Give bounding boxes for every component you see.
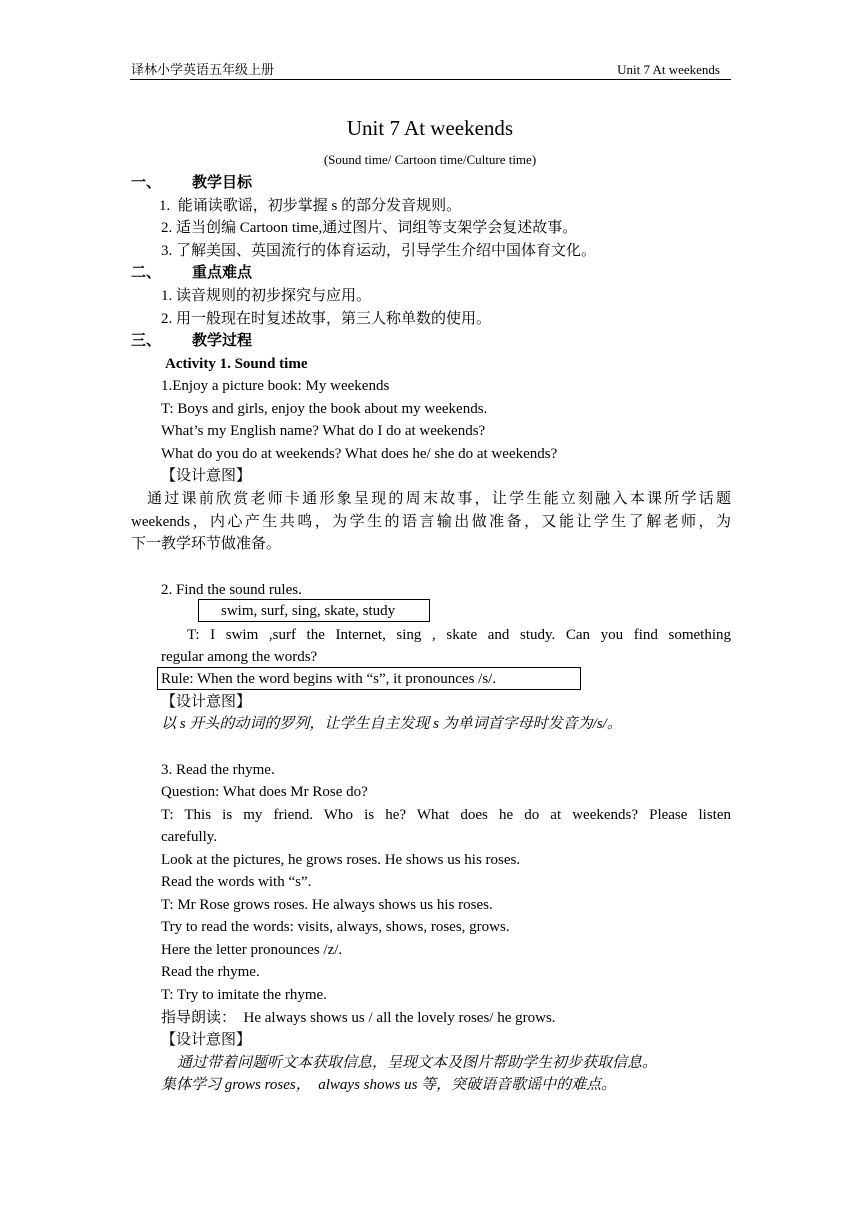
section-3-title: 教学过程 xyxy=(192,333,253,349)
header-rule xyxy=(130,79,731,80)
step-3-question: Question: What does Mr Rose do? xyxy=(161,784,368,800)
step-1-line-2: What’s my English name? What do I do at weekends? xyxy=(161,423,486,439)
section-1-title: 教学目标 xyxy=(192,175,253,191)
step-2-intent-label: 【设计意图】 xyxy=(161,694,252,710)
step-1-line-3: What do you do at weekends? What does he/ she do at weekends? xyxy=(161,446,558,462)
step-1-line-1: T: Boys and girls, enjoy the book about my weekends. xyxy=(161,401,488,417)
keypoint-2: 2. 用一般现在时复述故事，第三人称单数的使用。 xyxy=(161,311,492,327)
section-1-number: 一、 xyxy=(131,175,162,191)
document-title: Unit 7 At weekends xyxy=(346,116,514,140)
step-3-line-6: Read the rhyme. xyxy=(161,964,260,980)
objective-1: 1. 能诵读歌谣，初步掌握 s 的部分发音规则。 xyxy=(159,198,462,214)
step-3-intent-label: 【设计意图】 xyxy=(161,1032,252,1048)
sound-words: swim, surf, sing, skate, study xyxy=(221,603,396,619)
step-3-heading: 3. Read the rhyme. xyxy=(161,762,275,778)
step-3-line-5: Here the letter pronounces /z/. xyxy=(161,942,343,958)
header-left: 译林小学英语五年级上册 xyxy=(131,62,275,77)
step-2-teacher-line-2: regular among the words? xyxy=(161,649,318,665)
objective-2: 2. 适当创编 Cartoon time,通过图片、词组等支架学会复述故事。 xyxy=(161,220,578,236)
sound-rule-box xyxy=(157,667,581,690)
keypoint-1: 1. 读音规则的初步探究与应用。 xyxy=(161,288,372,304)
step-3-line-1: Look at the pictures, he grows roses. He shows us his roses. xyxy=(161,852,521,868)
section-2-title: 重点难点 xyxy=(192,265,253,281)
step-1-heading: 1.Enjoy a picture book: My weekends xyxy=(161,378,390,394)
step-3-line-3: T: Mr Rose grows roses. He always shows us his roses. xyxy=(161,897,493,913)
sound-words-box xyxy=(198,599,430,622)
step-3-teacher-line-2: carefully. xyxy=(161,829,218,845)
step-3-line-7: T: Try to imitate the rhyme. xyxy=(161,987,327,1003)
document-subtitle: (Sound time/ Cartoon time/Culture time) xyxy=(323,152,537,167)
section-3-number: 三、 xyxy=(131,333,162,349)
step-1-intent-label: 【设计意图】 xyxy=(161,468,252,484)
step-2-teacher-line-1: T: I swim ,surf the Internet, sing , skate and study. Can you find something xyxy=(187,627,731,643)
step-1-intent-line-2: weekends，内心产生共鸣，为学生的语言输出做准备，又能让学生了解老师，为 xyxy=(131,514,731,530)
step-2-intent: 以 s 开头的动词的罗列，让学生自主发现 s 为单词首字母时发音为/s/。 xyxy=(161,716,622,732)
objective-3: 3. 了解美国、英国流行的体育运动，引导学生介绍中国体育文化。 xyxy=(161,243,597,259)
step-3-intent-line-2: 集体学习 grows roses， always shows us 等，突破语音歌谣中的难点。 xyxy=(161,1077,617,1093)
step-1-intent-line-1: 通过课前欣赏老师卡通形象呈现的周末故事，让学生能立刻融入本课所学话题 xyxy=(147,491,731,507)
header-right: Unit 7 At weekends xyxy=(617,62,720,77)
step-3-teacher-line-1: T: This is my friend. Who is he? What does he do at weekends? Please listen xyxy=(161,807,731,823)
sound-rule: Rule: When the word begins with “s”, it pronounces /s/. xyxy=(161,671,497,687)
activity-1-heading: Activity 1. Sound time xyxy=(165,356,308,372)
step-2-heading: 2. Find the sound rules. xyxy=(161,582,302,598)
step-3-line-2: Read the words with “s”. xyxy=(161,874,312,890)
step-3-line-4: Try to read the words: visits, always, shows, roses, grows. xyxy=(161,919,510,935)
section-2-number: 二、 xyxy=(131,265,162,281)
step-3-intent-line-1: 通过带着问题听文本获取信息，呈现文本及图片帮助学生初步获取信息。 xyxy=(177,1055,658,1071)
step-1-intent-line-3: 下一教学环节做准备。 xyxy=(131,536,282,552)
step-3-line-8: 指导朗读： He always shows us / all the lovely roses/ he grows. xyxy=(161,1010,556,1026)
